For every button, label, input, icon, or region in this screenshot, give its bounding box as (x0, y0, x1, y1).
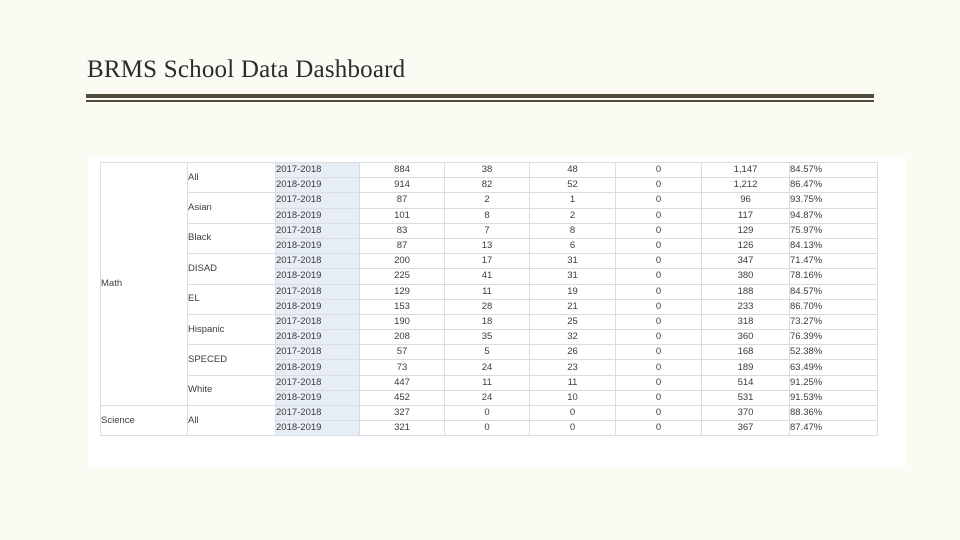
value-cell: 0 (445, 421, 530, 436)
percent-cell: 84.57% (790, 284, 878, 299)
value-cell: 96 (702, 193, 790, 208)
value-cell: 0 (530, 406, 616, 421)
data-table-panel (88, 157, 906, 467)
value-cell: 52 (530, 178, 616, 193)
value-cell: 41 (445, 269, 530, 284)
year-cell: 2018-2019 (276, 269, 360, 284)
value-cell: 0 (445, 406, 530, 421)
value-cell: 28 (445, 299, 530, 314)
year-cell: 2017-2018 (276, 314, 360, 329)
value-cell: 87 (360, 193, 445, 208)
value-cell: 2 (445, 193, 530, 208)
value-cell: 0 (616, 390, 702, 405)
value-cell: 1,147 (702, 163, 790, 178)
percent-cell: 73.27% (790, 314, 878, 329)
value-cell: 129 (702, 223, 790, 238)
title-rule-thin (86, 100, 874, 102)
value-cell: 38 (445, 163, 530, 178)
subject-cell: Science (101, 406, 188, 436)
value-cell: 0 (616, 284, 702, 299)
value-cell: 0 (616, 208, 702, 223)
group-cell: SPECED (188, 345, 276, 375)
value-cell: 24 (445, 360, 530, 375)
value-cell: 190 (360, 314, 445, 329)
percent-cell: 84.57% (790, 163, 878, 178)
value-cell: 0 (616, 238, 702, 253)
value-cell: 17 (445, 254, 530, 269)
table-row (101, 254, 878, 269)
value-cell: 1 (530, 193, 616, 208)
value-cell: 327 (360, 406, 445, 421)
value-cell: 914 (360, 178, 445, 193)
year-cell: 2018-2019 (276, 421, 360, 436)
value-cell: 0 (616, 406, 702, 421)
year-cell: 2017-2018 (276, 163, 360, 178)
value-cell: 0 (616, 421, 702, 436)
value-cell: 13 (445, 238, 530, 253)
value-cell: 452 (360, 390, 445, 405)
group-cell: DISAD (188, 254, 276, 284)
percent-cell: 75.97% (790, 223, 878, 238)
value-cell: 360 (702, 330, 790, 345)
group-cell: Hispanic (188, 314, 276, 344)
value-cell: 0 (616, 314, 702, 329)
percent-cell: 71.47% (790, 254, 878, 269)
value-cell: 168 (702, 345, 790, 360)
value-cell: 35 (445, 330, 530, 345)
value-cell: 83 (360, 223, 445, 238)
table-row (101, 284, 878, 299)
value-cell: 0 (616, 330, 702, 345)
value-cell: 0 (616, 223, 702, 238)
title-rule-thick (86, 94, 874, 98)
value-cell: 101 (360, 208, 445, 223)
value-cell: 200 (360, 254, 445, 269)
group-cell: White (188, 375, 276, 405)
value-cell: 11 (530, 375, 616, 390)
year-cell: 2018-2019 (276, 360, 360, 375)
percent-cell: 86.70% (790, 299, 878, 314)
value-cell: 57 (360, 345, 445, 360)
value-cell: 514 (702, 375, 790, 390)
year-cell: 2017-2018 (276, 193, 360, 208)
percent-cell: 87.47% (790, 421, 878, 436)
value-cell: 367 (702, 421, 790, 436)
percent-cell: 78.16% (790, 269, 878, 284)
subject-cell: Math (101, 163, 188, 406)
value-cell: 447 (360, 375, 445, 390)
year-cell: 2018-2019 (276, 208, 360, 223)
value-cell: 23 (530, 360, 616, 375)
table-body (101, 163, 878, 436)
percent-cell: 94.87% (790, 208, 878, 223)
value-cell: 87 (360, 238, 445, 253)
value-cell: 0 (616, 178, 702, 193)
value-cell: 26 (530, 345, 616, 360)
value-cell: 153 (360, 299, 445, 314)
table-row (101, 314, 878, 329)
percent-cell: 93.75% (790, 193, 878, 208)
value-cell: 0 (616, 345, 702, 360)
percent-cell: 52.38% (790, 345, 878, 360)
year-cell: 2018-2019 (276, 299, 360, 314)
value-cell: 380 (702, 269, 790, 284)
value-cell: 82 (445, 178, 530, 193)
percent-cell: 91.53% (790, 390, 878, 405)
group-cell: All (188, 406, 276, 436)
value-cell: 11 (445, 284, 530, 299)
value-cell: 25 (530, 314, 616, 329)
value-cell: 0 (616, 299, 702, 314)
table-row (101, 345, 878, 360)
value-cell: 21 (530, 299, 616, 314)
percent-cell: 63.49% (790, 360, 878, 375)
year-cell: 2018-2019 (276, 238, 360, 253)
value-cell: 32 (530, 330, 616, 345)
percent-cell: 88.36% (790, 406, 878, 421)
table-row (101, 406, 878, 421)
value-cell: 225 (360, 269, 445, 284)
year-cell: 2017-2018 (276, 345, 360, 360)
value-cell: 1,212 (702, 178, 790, 193)
value-cell: 0 (616, 360, 702, 375)
group-cell: All (188, 163, 276, 193)
table-row (101, 223, 878, 238)
percent-cell: 76.39% (790, 330, 878, 345)
year-cell: 2017-2018 (276, 284, 360, 299)
value-cell: 189 (702, 360, 790, 375)
group-cell: Black (188, 223, 276, 253)
value-cell: 0 (616, 269, 702, 284)
value-cell: 2 (530, 208, 616, 223)
value-cell: 531 (702, 390, 790, 405)
value-cell: 188 (702, 284, 790, 299)
value-cell: 884 (360, 163, 445, 178)
percent-cell: 86.47% (790, 178, 878, 193)
value-cell: 0 (530, 421, 616, 436)
value-cell: 0 (616, 193, 702, 208)
data-table (100, 162, 878, 436)
value-cell: 0 (616, 163, 702, 178)
table-row (101, 193, 878, 208)
group-cell: EL (188, 284, 276, 314)
year-cell: 2018-2019 (276, 178, 360, 193)
value-cell: 0 (616, 254, 702, 269)
group-cell: Asian (188, 193, 276, 223)
percent-cell: 91.25% (790, 375, 878, 390)
value-cell: 73 (360, 360, 445, 375)
value-cell: 19 (530, 284, 616, 299)
percent-cell: 84.13% (790, 238, 878, 253)
year-cell: 2018-2019 (276, 330, 360, 345)
value-cell: 117 (702, 208, 790, 223)
year-cell: 2017-2018 (276, 375, 360, 390)
value-cell: 7 (445, 223, 530, 238)
value-cell: 24 (445, 390, 530, 405)
value-cell: 0 (616, 375, 702, 390)
value-cell: 18 (445, 314, 530, 329)
value-cell: 48 (530, 163, 616, 178)
value-cell: 31 (530, 254, 616, 269)
year-cell: 2017-2018 (276, 254, 360, 269)
value-cell: 8 (530, 223, 616, 238)
value-cell: 208 (360, 330, 445, 345)
value-cell: 129 (360, 284, 445, 299)
page-title: BRMS School Data Dashboard (87, 56, 406, 83)
value-cell: 8 (445, 208, 530, 223)
value-cell: 31 (530, 269, 616, 284)
value-cell: 347 (702, 254, 790, 269)
value-cell: 370 (702, 406, 790, 421)
value-cell: 126 (702, 238, 790, 253)
year-cell: 2017-2018 (276, 406, 360, 421)
table-row (101, 163, 878, 178)
value-cell: 318 (702, 314, 790, 329)
value-cell: 6 (530, 238, 616, 253)
value-cell: 11 (445, 375, 530, 390)
value-cell: 321 (360, 421, 445, 436)
year-cell: 2018-2019 (276, 390, 360, 405)
year-cell: 2017-2018 (276, 223, 360, 238)
value-cell: 5 (445, 345, 530, 360)
value-cell: 233 (702, 299, 790, 314)
value-cell: 10 (530, 390, 616, 405)
table-row (101, 375, 878, 390)
